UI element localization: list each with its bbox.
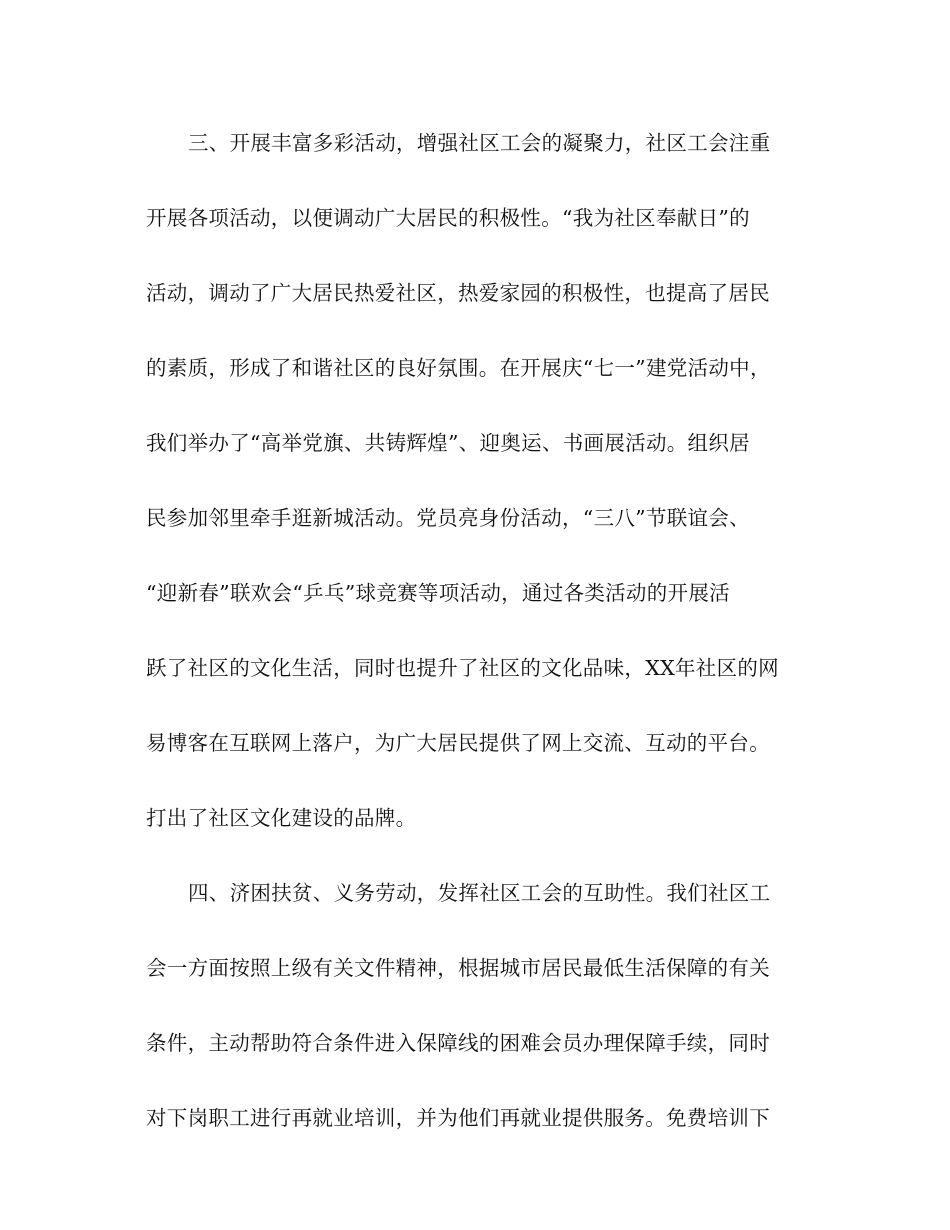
text-line: 我们举办了“高举党旗、共铸辉煌”、迎奥运、书画展活动。组织居: [146, 431, 750, 455]
text-line: 易博客在互联网上落户，为广大居民提供了网上交流、互动的平台。: [146, 731, 770, 755]
text-line: 民参加邻里牵手逛新城活动。党员亮身份活动，“三八”节联谊会、: [146, 506, 750, 530]
text-line: 条件，主动帮助符合条件进入保障线的困难会员办理保障手续，同时: [146, 1031, 770, 1055]
text-line: 活动，调动了广大居民热爱社区，热爱家园的积极性，也提高了居民: [146, 281, 770, 305]
text-line: 的素质，形成了和谐社区的良好氛围。在开展庆“七一”建党活动中，: [146, 356, 771, 380]
text-line: 四、济困扶贫、义务劳动，发挥社区工会的互助性。我们社区工: [188, 881, 771, 905]
text-line: 对下岗职工进行再就业培训，并为他们再就业提供服务。免费培训下: [146, 1106, 770, 1130]
text-line: “迎新春”联欢会“乒乓”球竞赛等项活动，通过各类活动的开展活: [146, 581, 730, 605]
text-line: 三、开展丰富多彩活动，增强社区工会的凝聚力，社区工会注重: [188, 131, 771, 155]
text-line: 会一方面按照上级有关文件精神，根据城市居民最低生活保障的有关: [146, 956, 770, 980]
text-line: 打出了社区文化建设的品牌。: [146, 806, 417, 830]
text-line: 跃了社区的文化生活，同时也提升了社区的文化品味，XX年社区的网: [146, 656, 779, 680]
text-line: 开展各项活动，以便调动广大居民的积极性。“我为社区奉献日”的: [146, 206, 750, 230]
